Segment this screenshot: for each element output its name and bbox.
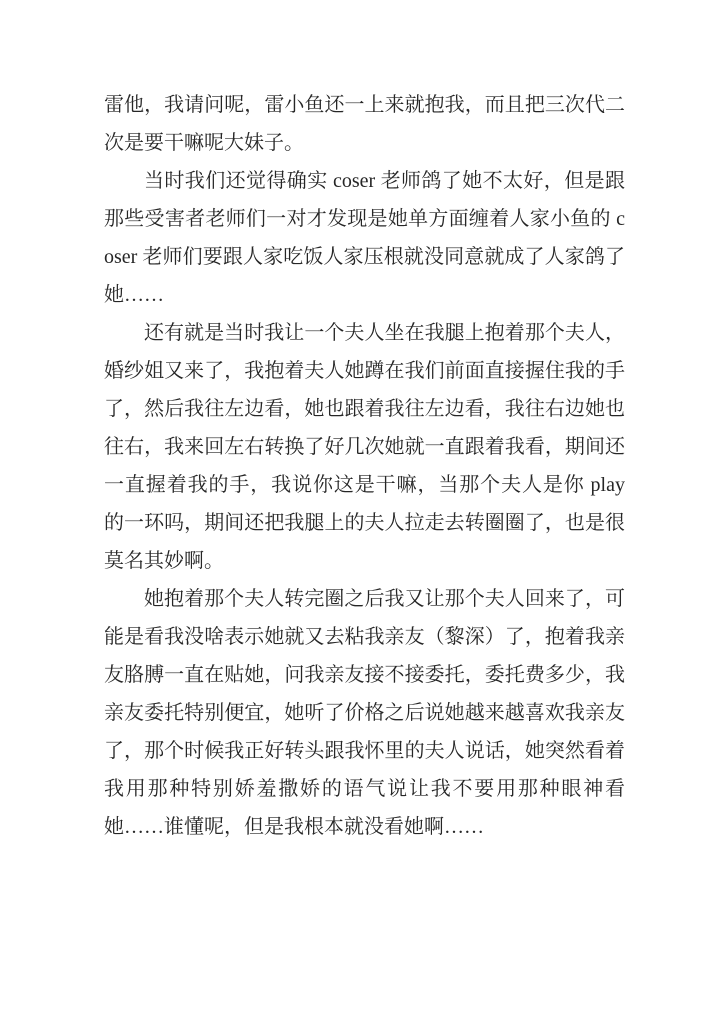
paragraph-2: 当时我们还觉得确实 coser 老师鸽了她不太好，但是跟那些受害者老师们一对才发现是她单方面缠着人家小鱼的 coser 老师们要跟人家吃饭人家压根就没同意就成了人家鸽了她…… bbox=[104, 170, 625, 306]
paragraph-3: 还有就是当时我让一个夫人坐在我腿上抱着那个夫人，婚纱姐又来了，我抱着夫人她蹲在我们前面直接握住我的手了，然后我往左边看，她也跟着我往左边看，我往右边她也往右，我来回左右转换了好几次她就一直跟着我看，期间还一直握着我的手，我说你这是干嘛，当那个夫人是你 play 的一环吗，期间还把我腿上的夫人拉走去转圈圈了，也是很莫名其妙啊。 bbox=[104, 322, 625, 572]
paragraph-4: 她抱着那个夫人转完圈之后我又让那个夫人回来了，可能是看我没啥表示她就又去粘我亲友（黎深）了，抱着我亲友胳膊一直在贴她，问我亲友接不接委托，委托费多少，我亲友委托特别便宜，她听了价格之后说她越来越喜欢我亲友了，那个时候我正好转头跟我怀里的夫人说话，她突然看着我用那种特别娇羞撒娇的语气说让我不要用那种眼神看她……谁懂呢，但是我根本就没看她啊…… bbox=[104, 588, 625, 838]
document-text-block bbox=[104, 86, 625, 846]
paragraph-1: 雷他，我请问呢，雷小鱼还一上来就抱我，而且把三次代二次是要干嘛呢大妹子。 bbox=[104, 94, 625, 154]
